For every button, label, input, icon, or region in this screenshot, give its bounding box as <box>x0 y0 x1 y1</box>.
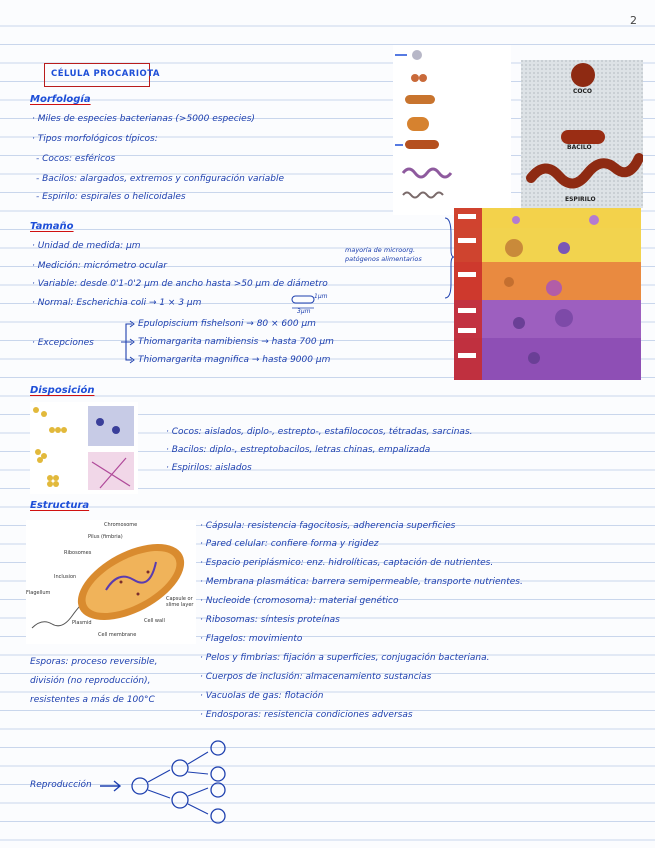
cell-circle-icon <box>211 783 225 797</box>
tamano-line: · Normal: Escherichia coli → 1 × 3 µm <box>32 298 202 308</box>
diagram-label: Plasmid <box>72 620 92 626</box>
size-scale-image <box>454 208 641 380</box>
espirilo-label: ESPIRILO <box>565 196 596 203</box>
page-number: 2 <box>630 14 637 27</box>
page-title: CÉLULA PROCARIOTA <box>51 69 160 79</box>
reproduccion-label: Reproducción <box>30 780 92 790</box>
esporas-note-line: división (no reproducción), <box>30 676 151 686</box>
diagram-label: Flagellum <box>26 590 51 596</box>
estructura-line: · Cuerpos de inclusión: almacenamiento sustancias <box>200 672 432 682</box>
diagram-label: Capsule or slime layer <box>166 596 194 608</box>
binary-fission-diagram <box>96 732 236 832</box>
esporas-note-line: resistentes a más de 100°C <box>30 695 155 705</box>
excepcion-item: Thiomargarita magnifica → hasta 9000 µm <box>138 355 331 365</box>
size-scale-figure <box>454 208 641 380</box>
estructura-line: · Pelos y fimbrias: fijación a superficies, conjugación bacteriana. <box>200 653 490 663</box>
coco-label: COCO <box>573 88 593 95</box>
estructura-line: · Nucleoide (cromosoma): material genético <box>200 596 399 606</box>
esporas-note-line: Esporas: proceso reversible, <box>30 657 158 667</box>
estructura-line: · Flagelos: movimiento <box>200 634 303 644</box>
cell-structure-diagram <box>26 520 196 644</box>
cell-circle-icon <box>172 792 188 808</box>
estructura-line: · Cápsula: resistencia fagocitosis, adherencia superficies <box>200 521 456 531</box>
estructura-line: · Pared celular: confiere forma y rigidez <box>200 539 379 549</box>
cell-circle-icon <box>211 809 225 823</box>
disposicion-line: · Espirilos: aislados <box>166 463 252 473</box>
bacteria-forms-figure <box>393 45 511 215</box>
coco-bacilo-espirilo-figure <box>521 60 643 208</box>
disposicion-line: · Cocos: aislados, diplo-, estrepto-, estafilococos, tétradas, sarcinas. <box>166 427 473 437</box>
tamano-line: · Variable: desde 0'1-0'2 µm de ancho hasta >50 µm de diámetro <box>32 279 328 289</box>
ecoli-length-label: 3µm <box>297 308 311 315</box>
diagram-label: Cell wall <box>144 618 165 624</box>
morfologia-line: · Tipos morfológicos típicos: <box>32 134 158 144</box>
estructura-line: · Vacuolas de gas: flotación <box>200 691 324 701</box>
diagram-label: Chromosome <box>104 522 138 528</box>
diagram-label: Inclusion <box>54 574 77 580</box>
diagram-label: Pilus (fimbria) <box>88 534 123 540</box>
excepcion-item: Thiomargarita namibiensis → hasta 700 µm <box>138 337 334 347</box>
morfologia-line: - Cocos: esféricos <box>36 154 116 164</box>
ecoli-width-label: 1µm <box>314 293 328 300</box>
cell-circle-icon <box>211 767 225 781</box>
tamano-heading: Tamaño <box>30 221 74 232</box>
ecoli-sketch <box>290 292 330 316</box>
patogenos-note: mayoría de microorg. patógenos alimentarios <box>345 246 422 263</box>
estructura-line: · Ribosomas: síntesis proteínas <box>200 615 340 625</box>
diagram-label: Ribosomes <box>64 550 92 556</box>
bacilo-label: BACILO <box>567 144 592 151</box>
title-box <box>44 63 160 87</box>
morfologia-line: · Miles de especies bacterianas (>5000 especies) <box>32 114 255 124</box>
estructura-line: · Espacio periplásmico: enz. hidrolíticas, captación de nutrientes. <box>200 558 494 568</box>
diagram-label: Cell membrane <box>98 632 137 638</box>
morfologia-line: - Espirilo: espirales o helicoidales <box>36 192 186 202</box>
morfologia-heading: Morfología <box>30 94 91 105</box>
cell-circle-icon <box>211 741 225 755</box>
excepcion-item: Epulopiscium fishelsoni → 80 × 600 µm <box>138 319 316 329</box>
cell-circle-icon <box>172 760 188 776</box>
tamano-line: · Unidad de medida: µm <box>32 241 141 251</box>
estructura-line: · Endosporas: resistencia condiciones adversas <box>200 710 413 720</box>
cell-circle-icon <box>132 778 148 794</box>
bacteria-forms-image <box>393 45 511 215</box>
tamano-line: · Medición: micrómetro ocular <box>32 261 167 271</box>
disposicion-heading: Disposición <box>30 385 95 396</box>
disposicion-image <box>30 402 138 494</box>
morfologia-line: - Bacilos: alargados, extremos y configuración variable <box>36 174 284 184</box>
disposicion-line: · Bacilos: diplo-, estreptobacilos, letras chinas, empalizada <box>166 445 431 455</box>
disposicion-figure <box>30 402 138 494</box>
coco-bacilo-espirilo-image <box>521 60 643 208</box>
estructura-heading: Estructura <box>30 500 90 511</box>
estructura-line: · Membrana plasmática: barrera semipermeable, transporte nutrientes. <box>200 577 523 587</box>
excepciones-brace <box>118 318 140 366</box>
excepciones-label: · Excepciones <box>32 338 94 348</box>
reproduccion-arrow-icon <box>100 781 120 791</box>
